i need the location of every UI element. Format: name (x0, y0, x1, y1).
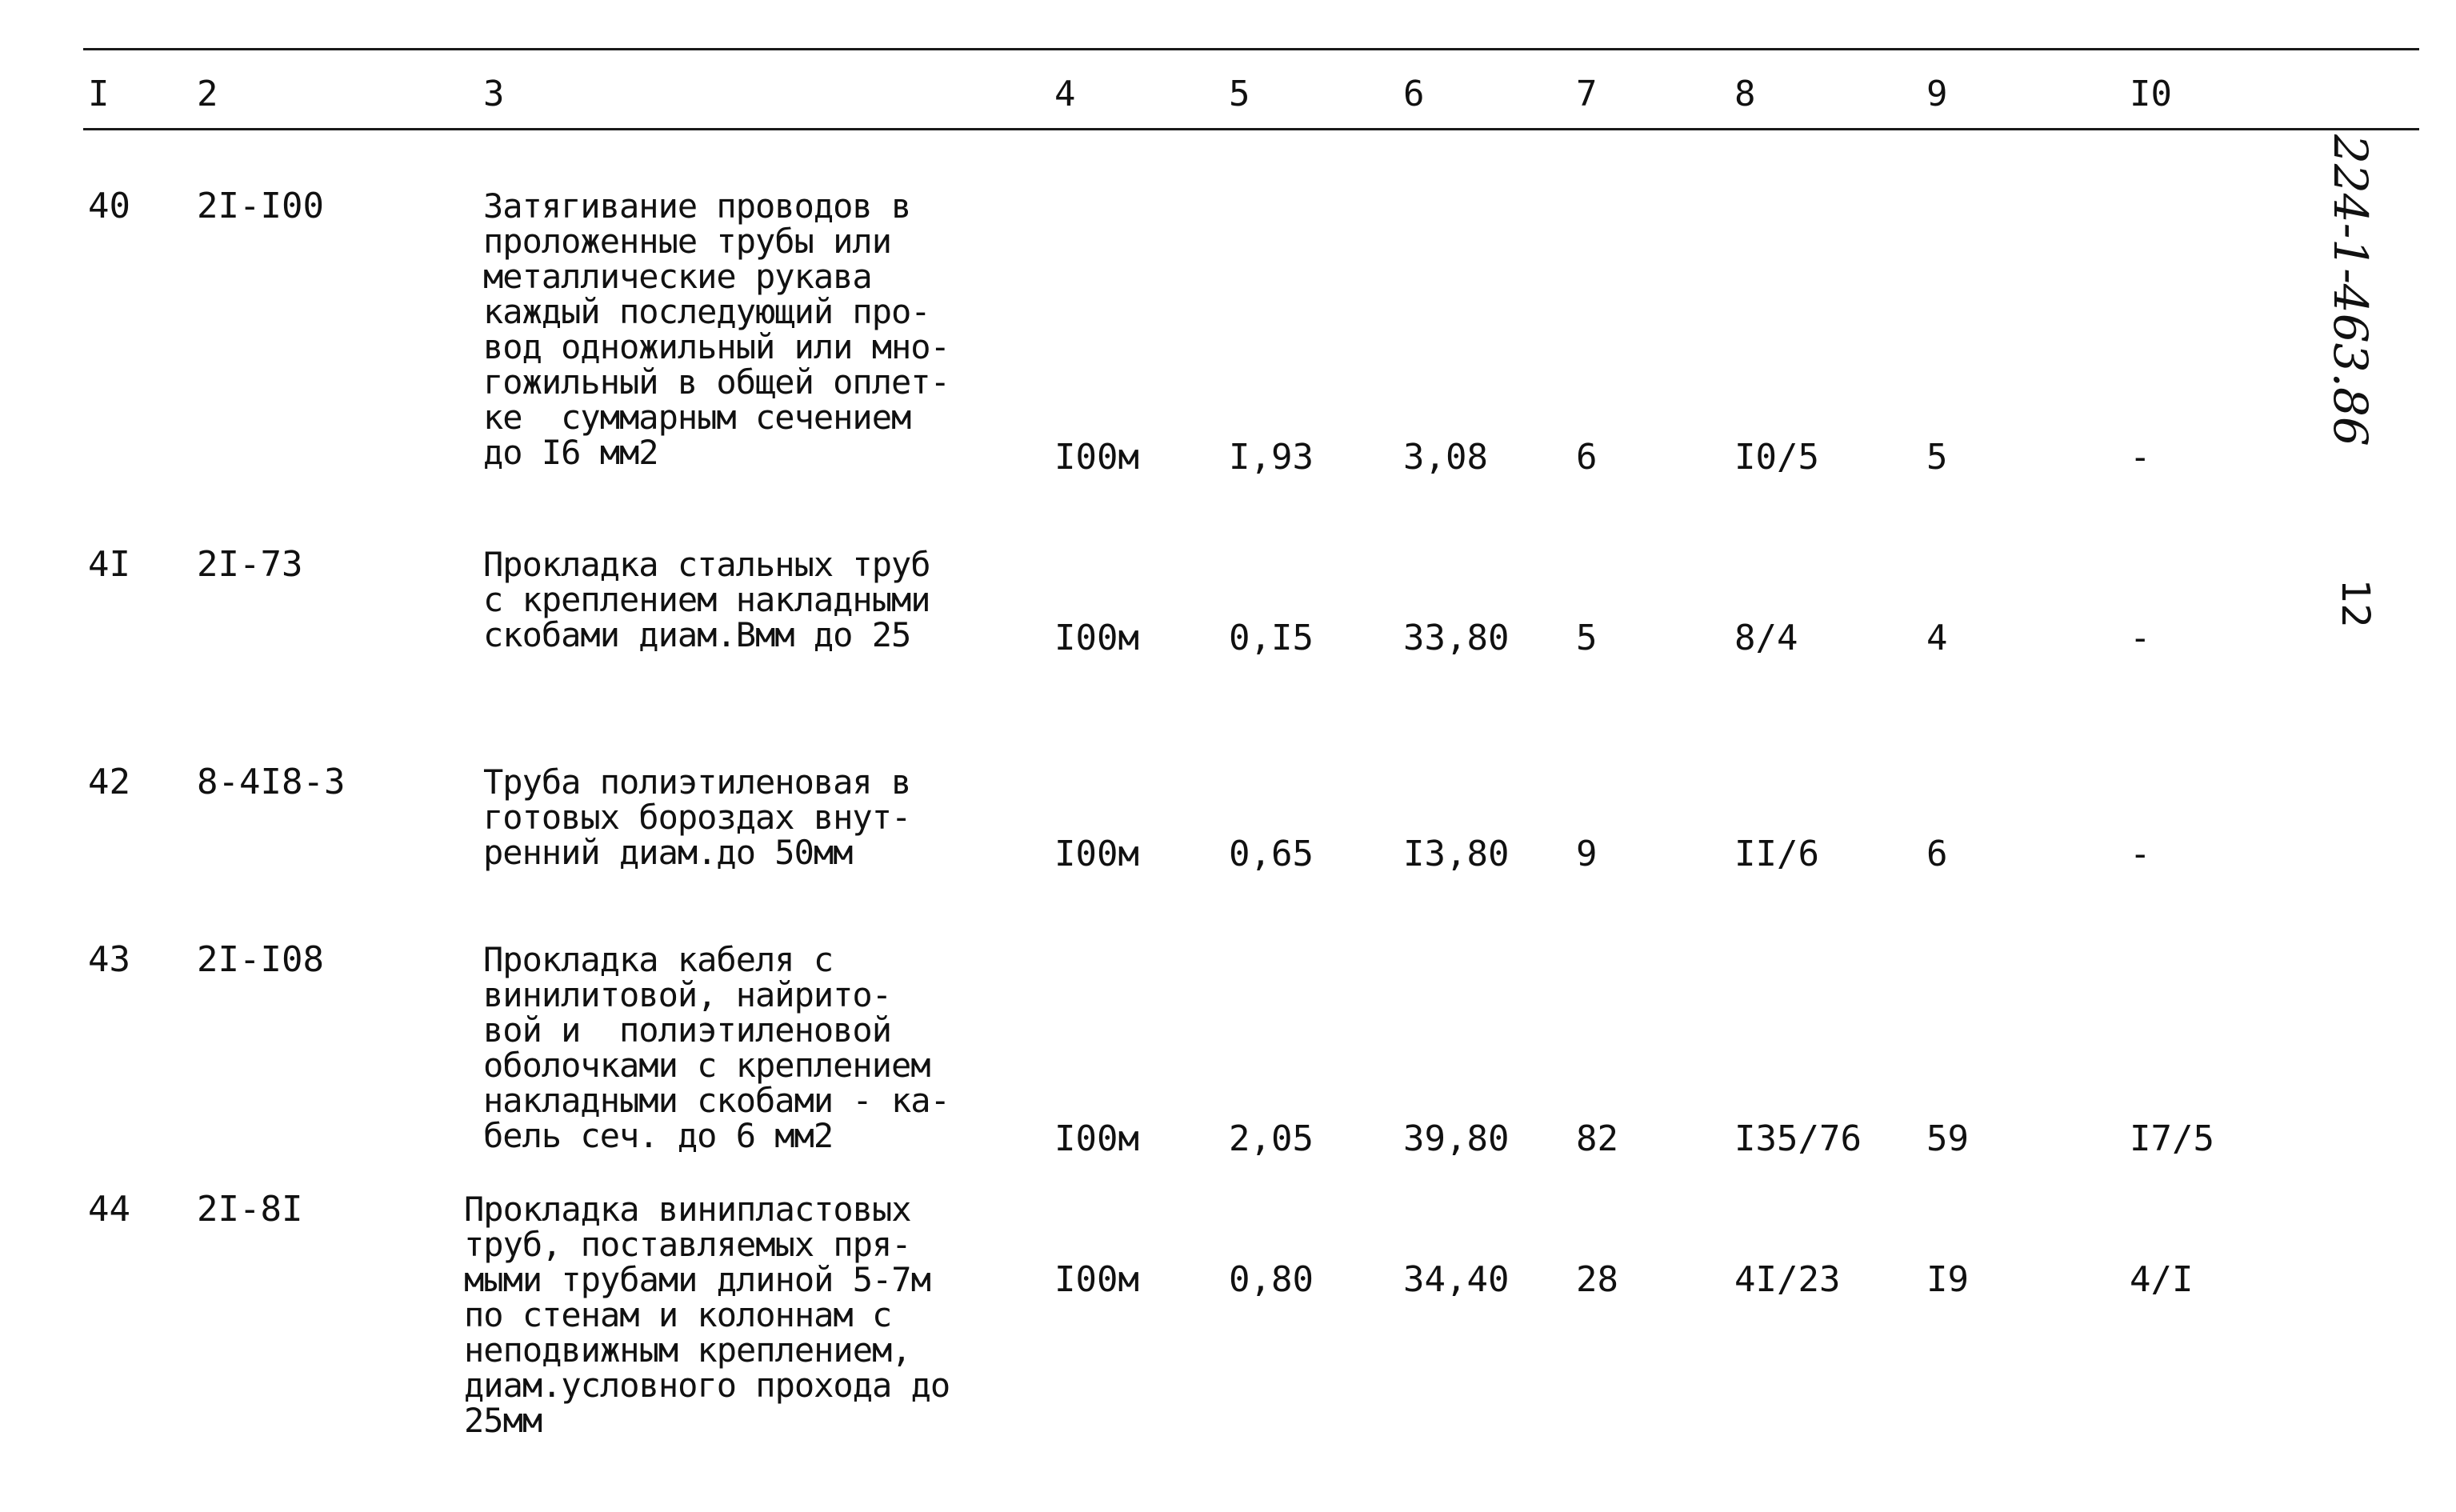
table-header-rule (83, 128, 2419, 130)
row-unit: I00м (1054, 834, 1139, 874)
row-description: Затягивание проводов в проложенные трубы или металлические рукава каждый последующий про- вод одножильный или мно- гожильный в общей оплет- ке суммарным сечением до I6 мм2 (483, 186, 950, 472)
row-col-7: 82 (1576, 1118, 1618, 1159)
row-col-5: 0,I5 (1229, 618, 1314, 658)
row-number: 44 (88, 1189, 130, 1230)
table-top-rule (83, 48, 2419, 50)
header-col-5: 5 (1229, 74, 1250, 114)
page-number: 12 (2333, 579, 2378, 629)
header-col-3: 3 (483, 74, 505, 114)
row-col-6: 33,80 (1403, 618, 1510, 658)
row-description: Прокладка кабеля с винилитовой, найрито- вой и полиэтиленовой оболочками с креплением накладными скобами - ка- бель сеч. до 6 мм2 (483, 940, 950, 1155)
row-col-8: II/6 (1734, 834, 1819, 874)
row-col-7: 5 (1576, 618, 1598, 658)
row-col-5: 2,05 (1229, 1118, 1314, 1159)
header-col-2: 2 (197, 74, 218, 114)
row-col-10: - (2130, 618, 2151, 658)
document-code-handwritten: 224-1-463.86 (2323, 134, 2378, 446)
row-col-8: 8/4 (1734, 618, 1798, 658)
row-code: 2I-I08 (197, 939, 324, 980)
row-col-8: I0/5 (1734, 437, 1819, 478)
row-unit: I00м (1054, 1118, 1139, 1159)
row-col-7: 28 (1576, 1259, 1618, 1300)
row-col-7: 9 (1576, 834, 1598, 874)
header-col-1: I (88, 74, 110, 114)
row-description: Труба полиэтиленовая в готовых бороздах внут- ренний диам.до 50мм (483, 762, 911, 872)
header-col-6: 6 (1403, 74, 1425, 114)
row-number: 40 (88, 186, 130, 226)
row-col-9: 4 (1926, 618, 1948, 658)
row-col-9: I9 (1926, 1259, 1969, 1300)
header-col-10: I0 (2130, 74, 2172, 114)
row-col-9: 6 (1926, 834, 1948, 874)
row-unit: I00м (1054, 437, 1139, 478)
row-col-6: I3,80 (1403, 834, 1510, 874)
row-col-8: 4I/23 (1734, 1259, 1841, 1300)
row-number: 43 (88, 939, 130, 980)
row-description: Прокладка стальных труб с креплением накладными скобами диам.Вмм до 25 (483, 545, 930, 654)
row-col-7: 6 (1576, 437, 1598, 478)
header-col-8: 8 (1734, 74, 1756, 114)
row-col-10: - (2130, 437, 2151, 478)
row-col-6: 3,08 (1403, 437, 1488, 478)
row-code: 2I-I00 (197, 186, 324, 226)
row-col-9: 5 (1926, 437, 1948, 478)
row-col-5: 0,65 (1229, 834, 1314, 874)
row-col-10: 4/I (2130, 1259, 2194, 1300)
header-col-9: 9 (1926, 74, 1948, 114)
row-number: 42 (88, 762, 130, 802)
row-number: 4I (88, 544, 130, 585)
row-code: 8-4I8-3 (197, 762, 346, 802)
row-code: 2I-8I (197, 1189, 303, 1230)
header-col-7: 7 (1576, 74, 1598, 114)
row-unit: I00м (1054, 1259, 1139, 1300)
header-col-4: 4 (1054, 74, 1076, 114)
row-col-5: 0,80 (1229, 1259, 1314, 1300)
row-col-6: 34,40 (1403, 1259, 1510, 1300)
row-col-9: 59 (1926, 1118, 1969, 1159)
row-col-8: I35/76 (1734, 1118, 1862, 1159)
row-col-10: - (2130, 834, 2151, 874)
row-code: 2I-73 (197, 544, 303, 585)
row-col-10: I7/5 (2130, 1118, 2214, 1159)
row-col-6: 39,80 (1403, 1118, 1510, 1159)
row-unit: I00м (1054, 618, 1139, 658)
row-col-5: I,93 (1229, 437, 1314, 478)
row-description: Прокладка винипластовых труб, поставляемых пря- мыми трубами длиной 5-7м по стенам и колоннам с неподвижным креплением, диам.условного прохода до 25мм (464, 1190, 950, 1440)
